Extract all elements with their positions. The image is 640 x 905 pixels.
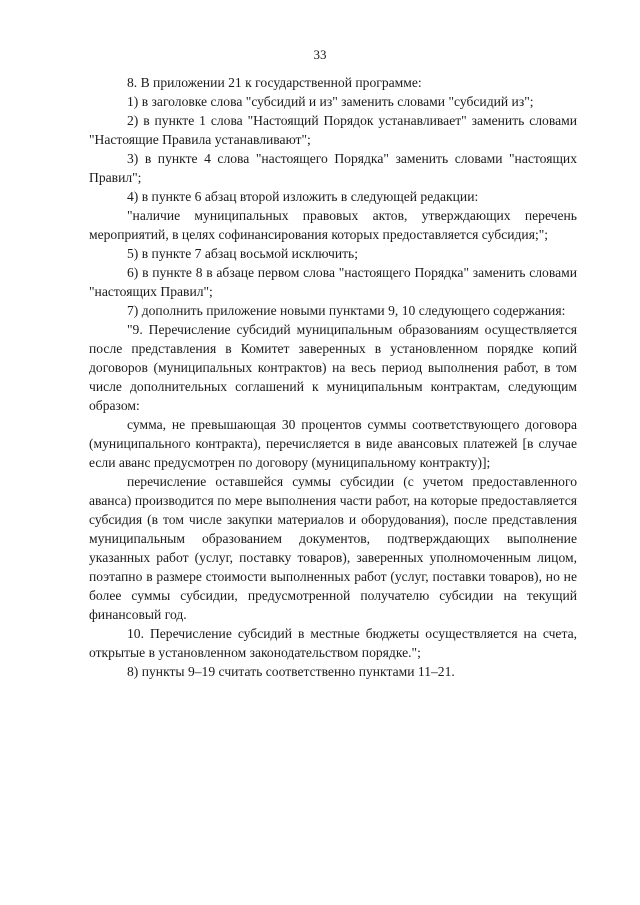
paragraph-new-point-10: 10. Перечисление субсидий в местные бюджеты осуществляется на счета, открытые в установленном законодательством порядке."; — [89, 626, 577, 660]
paragraph-subitem-4: 4) в пункте 6 абзац второй изложить в следующей редакции: — [127, 189, 479, 204]
paragraph-subitem-1: 1) в заголовке слова "субсидий и из" заменить словами "субсидий из"; — [127, 94, 534, 109]
paragraph-new-point-9: "9. Перечисление субсидий муниципальным образованиям осуществляется после представления в Комитет заверенных в установленном порядке копий договоров (муниципальных контрактов) на весь период выполнения работ, в том числе дополнительных соглашений к муниципальным контрактам, следующим образом: — [89, 322, 577, 413]
paragraph-subitem-5: 5) в пункте 7 абзац восьмой исключить; — [127, 246, 359, 261]
paragraph-item-8: 8. В приложении 21 к государственной программе: — [127, 75, 422, 90]
paragraph-subitem-7: 7) дополнить приложение новыми пунктами 9, 10 следующего содержания: — [127, 303, 566, 318]
paragraph-quote-new-abzac: "наличие муниципальных правовых актов, утверждающих перечень мероприятий, в целях софинансирования которых предоставляется субсидия;"; — [89, 208, 577, 242]
paragraph-subitem-6: 6) в пункте 8 в абзаце первом слова "настоящего Порядка" заменить словами "настоящих Правил"; — [89, 265, 577, 299]
paragraph-subitem-2: 2) в пункте 1 слова "Настоящий Порядок устанавливает" заменить словами "Настоящие Правила устанавливают"; — [89, 113, 577, 147]
page-number: 33 — [313, 47, 327, 62]
document-body — [89, 73, 577, 681]
paragraph-advance-payment: сумма, не превышающая 30 процентов суммы соответствующего договора (муниципального контракта), перечисляется в виде авансовых платежей [в случае если аванс предусмотрен по договору (муниципальному контракту)]; — [89, 417, 577, 470]
paragraph-subitem-3: 3) в пункте 4 слова "настоящего Порядка" заменить словами "настоящих Правил"; — [89, 151, 577, 185]
paragraph-subitem-8: 8) пункты 9–19 считать соответственно пунктами 11–21. — [127, 664, 455, 679]
paragraph-remaining-transfer: перечисление оставшейся суммы субсидии (с учетом предоставленного аванса) производится по мере выполнения части работ, на которые предоставляется субсидия (в том числе закупки материалов и оборудования), после представления муниципальным образованием документов, подтверждающих выполнение указанных работ (услуг, поставку товаров), заверенных уполномоченным лицом, поэтапно в размере стоимости выполненных работ (услуг, поставки товаров), но не более суммы субсидии, предусмотренной получателю субсидии на текущий финансовый год. — [89, 474, 577, 622]
